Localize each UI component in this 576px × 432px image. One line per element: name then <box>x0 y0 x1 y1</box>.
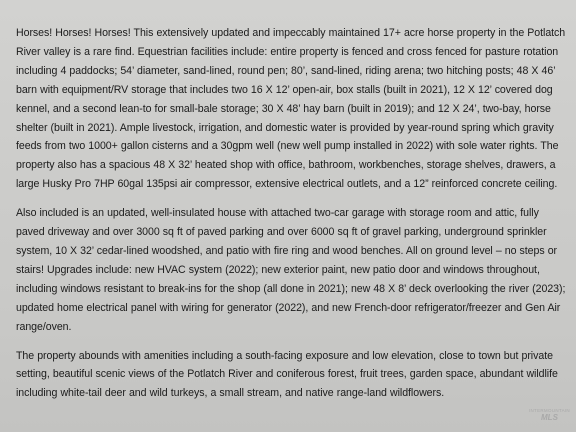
paragraph-house: Also included is an updated, well-insulated house with attached two-car garage with storage room and attic, fully paved driveway and over 3000 sq ft of paved parking and over 6000 sq ft of gravel parking, underground sprinkler system, 10 X 32’ cedar-lined woodshed, and patio with fire ring and wood benches. All on ground level – no steps or stairs! Upgrades include: new HVAC system (2022); new exterior paint, new patio door and windows throughout, including windows resistant to break-ins for the shop (all done in 2021); new 48 X 8’ deck overlooking the river (2023); updated home electrical panel with wiring for generator (2022), and new French-door refrigerator/freezer and Gen Air range/oven. <box>16 207 566 333</box>
paragraph-equestrian: Horses! Horses! Horses! This extensively updated and impeccably maintained 17+ acre horse property in the Potlatch River valley is a rare find. Equestrian facilities include: entire property is fenced and cross fenced for pasture rotation including 4 paddocks; 54’ diameter, sand-lined, round pen; 80’, sand-lined, riding arena; two hitching posts; 48 X 46’ barn with equipment/RV storage that includes two 16 X 12’ open-air, box stalls (built in 2021), 12 X 12’ covered dog kennel, and a second lean-to for small-bale storage; 30 X 48’ hay barn (built in 2019); and 12 X 24’, two-bay, horse shelter (built in 2021). Ample livestock, irrigation, and domestic water is provided by year-round spring which gravity feeds from two 1000+ gallon cisterns and a 30gpm well (new well pump installed in 2022) with sole water rights. The property also has a spacious 48 X 32’ heated shop with office, bathroom, workbenches, storage shelves, drawers, a large Husky Pro 7HP 60gal 135psi air compressor, extensive electrical outlets, and a 12” reinforced concrete ceiling. <box>16 27 566 191</box>
watermark-line-1: INTERMOUNTAIN <box>528 407 570 413</box>
mls-watermark <box>529 409 570 423</box>
paragraph-amenities: The property abounds with amenities including a south-facing exposure and low elevation, close to town but private setting, beautiful scenic views of the Potlatch River and coniferous forest, fruit trees, garden space, abundant wildlife including white-tail deer and wild turkeys, a small stream, and native range-land wildflowers. <box>16 349 558 400</box>
watermark-line-2: MLS <box>541 413 558 422</box>
